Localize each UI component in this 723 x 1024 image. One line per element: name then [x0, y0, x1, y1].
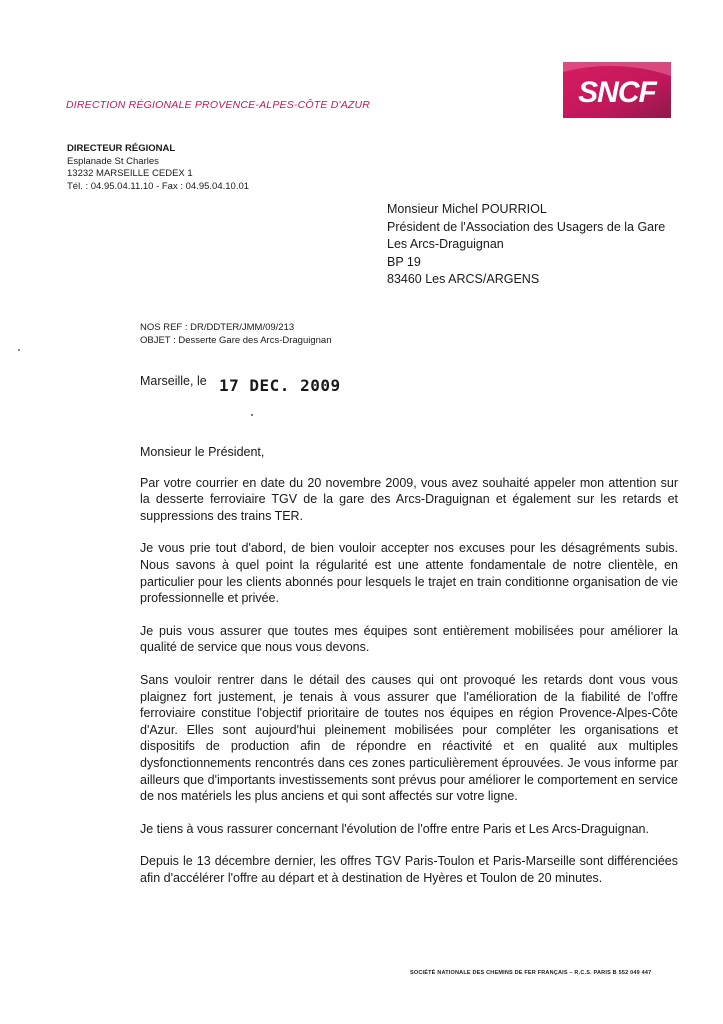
salutation: Monsieur le Président, — [140, 445, 265, 459]
paragraph: Sans vouloir rentrer dans le détail des causes qui ont provoqué les retards dont vous vous plaignez fort justement, je tenais à vous assurer que l'amélioration de la fiabilité de l'offre ferroviaire constitue l'objectif prioritaire de toutes nos équipes en région Provence-Alpes-Côte d'Azur. Elles sont aujourd'hui pleinement mobilisées pour compléter les organisations et dispositifs de production afin de répondre en réactivité et en qualité aux multiples dysfonctionnements rencontrés dans ces zones particulièrement éprouvées. Je vous informe par ailleurs que d'importants investissements sont prévus pour améliorer le comportement en service de nos matériels les plus anciens et qui sont affectés sur votre ligne. — [140, 672, 678, 804]
nos-ref: NOS REF : DR/DDTER/JMM/09/213 — [140, 322, 295, 333]
paragraph: Depuis le 13 décembre dernier, les offres TGV Paris-Toulon et Paris-Marseille sont différenciées afin d'accélérer l'offre au départ et à destination de Hyères et Toulon de 20 minutes. — [140, 854, 678, 885]
date-place: Marseille, le — [140, 374, 207, 388]
sender-title: DIRECTEUR RÉGIONAL — [67, 143, 176, 154]
legal-footer: SOCIÉTÉ NATIONALE DES CHEMINS DE FER FRANÇAIS – R.C.S. PARIS B 552 049 447 — [410, 970, 652, 976]
recipient-role: Président de l'Association des Usagers de la Gare — [387, 219, 666, 234]
date-stamp: 17 DEC. 2009 — [219, 376, 341, 395]
sender-address-line1: Esplanade St Charles — [67, 155, 159, 167]
recipient-name: Monsieur Michel POURRIOL — [387, 202, 547, 216]
letterhead-region: DIRECTION RÉGIONALE PROVENCE-ALPES-CÔTE D'AZUR — [66, 99, 371, 111]
sncf-logo — [563, 62, 671, 118]
reference-block — [140, 321, 332, 347]
recipient-box: BP 19 — [387, 254, 421, 269]
paragraph: Je tiens à vous rassurer concernant l'évolution de l'offre entre Paris et Les Arcs-Draguignan. — [140, 821, 649, 836]
scan-speck — [18, 349, 20, 351]
objet: OBJET : Desserte Gare des Arcs-Draguignan — [140, 335, 332, 346]
paragraph: Par votre courrier en date du 20 novembre 2009, vous avez souhaité appeler mon attention sur la desserte ferroviaire TGV de la gare des Arcs-Draguignan et également sur les retards et suppressions des trains TER. — [140, 475, 678, 523]
sender-contact: Tél. : 04.95.04.11.10 - Fax : 04.95.04.10.01 — [67, 180, 250, 192]
logo-text: SNCF — [578, 76, 656, 109]
sender-block — [67, 143, 249, 193]
recipient-org: Les Arcs-Draguignan — [387, 237, 504, 251]
recipient-city: 83460 Les ARCS/ARGENS — [387, 272, 540, 286]
paragraph: Je puis vous assurer que toutes mes équipes sont entièrement mobilisées pour améliorer la qualité de service que nous vous devons. — [140, 623, 678, 655]
letter-body — [140, 444, 678, 902]
paragraph: Je vous prie tout d'abord, de bien vouloir accepter nos excuses pour les désagréments subis. Nous savons à quel point la régularité est une attente fondamentale de notre clientèle, en particulier pour les clients abonnés pour lesquels le trajet en train conditionne organisation de vie professionnelle et privée. — [140, 541, 678, 606]
scan-mark — [251, 414, 253, 416]
sender-address-line2: 13232 MARSEILLE CEDEX 1 — [67, 168, 193, 179]
recipient-block — [387, 201, 665, 289]
